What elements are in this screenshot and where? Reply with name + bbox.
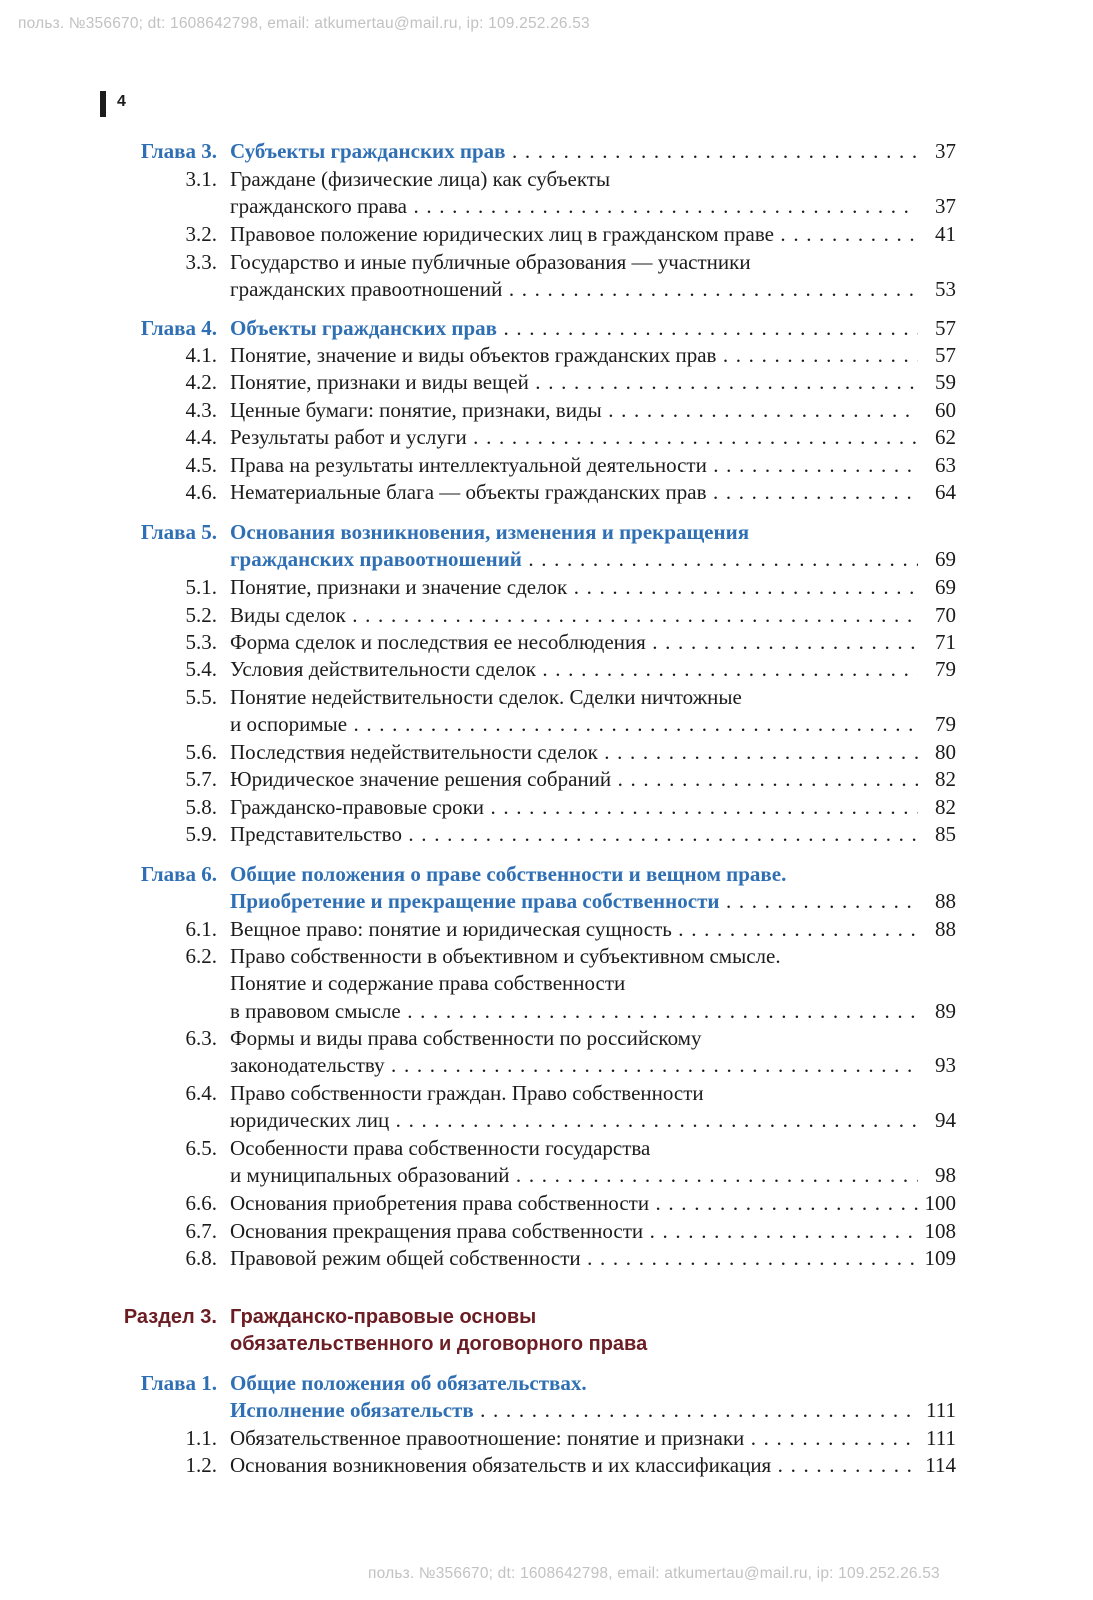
toc-title-line: Нематериальные блага — объекты гражданских прав . . . xyxy=(230,479,920,506)
toc-page-number: 37 xyxy=(918,193,956,220)
toc-page-number: 59 xyxy=(918,369,956,396)
toc-number: Глава 1. xyxy=(140,1371,217,1395)
toc-page-number: 57 xyxy=(918,315,956,342)
toc-title-line: Объекты гражданских прав . . . xyxy=(230,315,920,342)
toc-title-line: Формы и виды права собственности по российскому xyxy=(230,1026,702,1050)
watermark-bottom: польз. №356670; dt: 1608642798, email: atkumertau@mail.ru, ip: 109.252.26.53 xyxy=(368,1565,940,1582)
toc-page-number: 109 xyxy=(918,1245,956,1272)
toc-title-line: Общие положения об обязательствах. xyxy=(230,1371,587,1395)
toc-title-line: Правовой режим общей собственности . . . xyxy=(230,1245,920,1272)
toc-number: 4.1. xyxy=(185,343,217,367)
toc-number: 5.6. xyxy=(185,740,217,764)
toc-title-line: Последствия недействительности сделок . . . xyxy=(230,739,920,766)
toc-number: 6.4. xyxy=(185,1081,217,1105)
toc-title-line: законодательству . . . xyxy=(230,1052,920,1079)
toc-title-line: и оспоримые . . . xyxy=(230,711,920,738)
toc-page-number: 79 xyxy=(918,711,956,738)
toc-title-line: Обязательственное правоотношение: понятие и признаки . . . xyxy=(230,1425,920,1452)
toc-page-number: 82 xyxy=(918,794,956,821)
toc-title-line: Государство и иные публичные образования — участники xyxy=(230,250,751,274)
toc-page-number: 80 xyxy=(918,739,956,766)
toc-number: 5.5. xyxy=(185,685,217,709)
toc-title-line: Общие положения о праве собственности и вещном праве. xyxy=(230,862,787,886)
toc-number: 5.1. xyxy=(185,575,217,599)
toc-title-line: Особенности права собственности государства xyxy=(230,1136,651,1160)
toc-number: 3.1. xyxy=(185,167,217,191)
toc-page-number: 111 xyxy=(918,1425,956,1452)
toc-title-line: Гражданско-правовые основы xyxy=(230,1306,537,1328)
toc-title-line: Основания приобретения права собственности . . . xyxy=(230,1190,920,1217)
toc-title-line: Форма сделок и последствия ее несоблюдения . . . xyxy=(230,629,920,656)
toc-number: 4.3. xyxy=(185,398,217,422)
toc-title-line: обязательственного и договорного права xyxy=(230,1333,648,1356)
toc-title-line: Право собственности в объективном и субъективном смысле. xyxy=(230,944,781,968)
toc-number: Глава 4. xyxy=(140,316,217,340)
toc-number: 5.3. xyxy=(185,630,217,654)
toc-number: Глава 5. xyxy=(140,520,217,544)
toc-number: 3.3. xyxy=(185,250,217,274)
toc-title-line: Гражданско-правовые сроки . . . xyxy=(230,794,920,821)
toc-title-line: гражданских правоотношений . . . xyxy=(230,276,920,303)
toc-number: 6.5. xyxy=(185,1136,217,1160)
toc-number: Глава 3. xyxy=(140,139,217,163)
toc-number: 6.2. xyxy=(185,944,217,968)
toc-title-line: Ценные бумаги: понятие, признаки, виды . . . xyxy=(230,397,920,424)
toc-title-line: и муниципальных образований . . . xyxy=(230,1162,920,1189)
toc-title-line: Результаты работ и услуги . . . xyxy=(230,424,920,451)
toc-title-line: Приобретение и прекращение права собственности . . . xyxy=(230,888,920,915)
toc-page-number: 69 xyxy=(918,574,956,601)
toc-title-line: юридических лиц . . . xyxy=(230,1107,920,1134)
toc-number: 5.4. xyxy=(185,657,217,681)
toc-page-number: 62 xyxy=(918,424,956,451)
toc-page-number: 63 xyxy=(918,452,956,479)
toc-title-line: Право собственности граждан. Право собственности xyxy=(230,1081,704,1105)
toc-number: 1.2. xyxy=(185,1453,217,1477)
toc-number: 5.9. xyxy=(185,822,217,846)
toc-page-number: 89 xyxy=(918,998,956,1025)
toc-number: 4.5. xyxy=(185,453,217,477)
toc-title-line: Понятие, признаки и значение сделок . . . xyxy=(230,574,920,601)
toc-title-line: Основания возникновения, изменения и прекращения xyxy=(230,520,750,544)
toc-page-number: 88 xyxy=(918,916,956,943)
toc-page-number: 93 xyxy=(918,1052,956,1079)
toc-title-line: Исполнение обязательств . . . xyxy=(230,1397,920,1424)
toc-page-number: 82 xyxy=(918,766,956,793)
toc-number: 6.3. xyxy=(185,1026,217,1050)
toc-page-number: 108 xyxy=(918,1218,956,1245)
toc-title-line: Понятие, признаки и виды вещей . . . xyxy=(230,369,920,396)
toc-page-number: 70 xyxy=(918,602,956,629)
toc-page-number: 60 xyxy=(918,397,956,424)
toc-page-number: 85 xyxy=(918,821,956,848)
toc-number: 6.6. xyxy=(185,1191,217,1215)
toc-title-line: Условия действительности сделок . . . xyxy=(230,656,920,683)
toc-page-number: 111 xyxy=(918,1397,956,1424)
toc-title-line: гражданского права . . . xyxy=(230,193,920,220)
page-number: 4 xyxy=(117,93,126,110)
toc-number: 6.7. xyxy=(185,1219,217,1243)
toc-number: 4.4. xyxy=(185,425,217,449)
toc-number: Глава 6. xyxy=(140,862,217,886)
toc-page-number: 71 xyxy=(918,629,956,656)
toc-title-line: Граждане (физические лица) как субъекты xyxy=(230,167,611,191)
toc-number: 1.1. xyxy=(185,1426,217,1450)
toc-page-number: 37 xyxy=(918,138,956,165)
toc-page-number: 57 xyxy=(918,342,956,369)
toc-page-number: 53 xyxy=(918,276,956,303)
toc-title-line: Юридическое значение решения собраний . . . xyxy=(230,766,920,793)
toc-title-line: Права на результаты интеллектуальной деятельности . . . xyxy=(230,452,920,479)
toc-number: 5.2. xyxy=(185,603,217,627)
toc-title-line: Представительство . . . xyxy=(230,821,920,848)
toc-number: 3.2. xyxy=(185,222,217,246)
toc-title-line: гражданских правоотношений . . . xyxy=(230,546,920,573)
toc-page-number: 100 xyxy=(918,1190,956,1217)
toc-page-number: 94 xyxy=(918,1107,956,1134)
toc-title-line: Понятие недействительности сделок. Сделки ничтожные xyxy=(230,685,742,709)
toc-title-line: Понятие, значение и виды объектов гражданских прав . . . xyxy=(230,342,920,369)
toc-page-number: 88 xyxy=(918,888,956,915)
toc-title-line: Основания возникновения обязательств и их классификация . . . xyxy=(230,1452,920,1479)
toc-page-number: 79 xyxy=(918,656,956,683)
toc-number: 6.1. xyxy=(185,917,217,941)
toc-title-line: Правовое положение юридических лиц в гражданском праве . . . xyxy=(230,221,920,248)
toc-page-number: 69 xyxy=(918,546,956,573)
toc-title-line: Субъекты гражданских прав . . . xyxy=(230,138,920,165)
toc-title-line: Вещное право: понятие и юридическая сущность . . . xyxy=(230,916,920,943)
toc-title-line: в правовом смысле . . . xyxy=(230,998,920,1025)
toc-number: 4.2. xyxy=(185,370,217,394)
toc-number: 5.7. xyxy=(185,767,217,791)
toc-title-line: Понятие и содержание права собственности xyxy=(230,971,626,996)
toc-number: 5.8. xyxy=(185,795,217,819)
toc-page-number: 114 xyxy=(918,1452,956,1479)
toc-number: 6.8. xyxy=(185,1246,217,1270)
toc-number: 4.6. xyxy=(185,480,217,504)
toc-title-line: Основания прекращения права собственности . . . xyxy=(230,1218,920,1245)
toc-title-line: Виды сделок . . . xyxy=(230,602,920,629)
toc-page-number: 98 xyxy=(918,1162,956,1189)
watermark-top: польз. №356670; dt: 1608642798, email: atkumertau@mail.ru, ip: 109.252.26.53 xyxy=(18,15,590,32)
toc-page-number: 41 xyxy=(918,221,956,248)
toc-number: Раздел 3. xyxy=(123,1306,217,1328)
toc-page-number: 64 xyxy=(918,479,956,506)
